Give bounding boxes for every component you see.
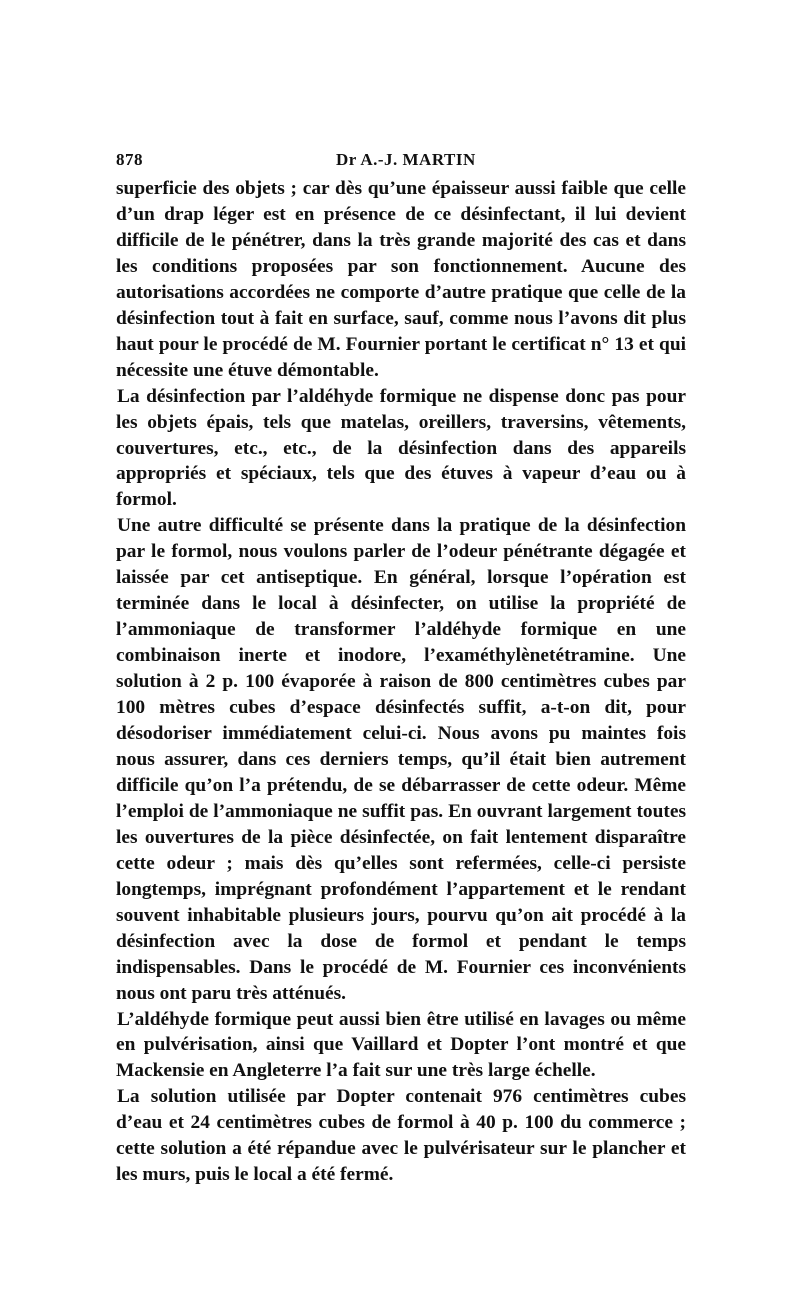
running-head [116, 150, 686, 176]
paragraph-3: Une autre difficulté se présente dans la pratique de la désinfection par le formol, nous voulons parler de l’odeur pénétrante dégagée et laissée par cet antiseptique. En général, lorsque l’opération est terminée dans le local à désinfecter, on utilise la propriété de l’ammoniaque de transformer l’aldéhyde formique en une combinaison inerte et inodore, l’examéthylènetétramine. Une solution à 2 p. 100 évaporée à raison de 800 centimètres cubes par 100 mètres cubes d’espace désinfectés suffit, a-t-on dit, pour désodoriser immédiatement celui-ci. Nous avons pu maintes fois nous assurer, dans ces derniers temps, qu’il était bien autrement difficile qu’on l’a prétendu, de se débarrasser de cette odeur. Même l’emploi de l’ammoniaque ne suffit pas. En ouvrant largement toutes les ouvertures de la pièce désinfectée, on fait lentement disparaître cette odeur ; mais dès qu’elles sont refermées, celle-ci persiste longtemps, imprégnant profondément l’appartement et le rendant souvent inhabitable plusieurs jours, pourvu qu’on ait procédé à la désinfection avec la dose de formol et pendant le temps indispensables. Dans le procédé de M. Fournier ces inconvénients nous ont paru très atténués. [116, 515, 686, 1004]
paragraph-1: superficie des objets ; car dès qu’une épaisseur aussi faible que celle d’un drap léger est en présence de ce désinfectant, il lui devient difficile de le pénétrer, dans la très grande majorité des cas et dans les conditions proposées par son fonctionnement. Aucune des autorisations accordées ne comporte d’autre pratique que celle de la désinfection tout à fait en surface, sauf, comme nous l’avons dit plus haut pour le procédé de M. Fournier portant le certificat n° 13 et qui nécessite une étuve démontable. [116, 178, 686, 381]
page-number: 878 [116, 150, 143, 169]
paragraph-4: L’aldéhyde formique peut aussi bien être utilisé en lavages ou même en pulvérisation, ainsi que Vaillard et Dopter l’ont montré et que Mackensie en Angleterre l’a fait sur une très large échelle. [116, 1008, 686, 1082]
paragraph-2: La désinfection par l’aldéhyde formique ne dispense donc pas pour les objets épais, tels que matelas, oreillers, traversins, vêtements, couvertures, etc., etc., de la désinfection dans des appareils appropriés et spéciaux, tels que des étuves à vapeur d’eau ou à formol. [116, 385, 686, 511]
body-text [116, 176, 686, 1188]
paragraph-5: La solution utilisée par Dopter contenait 976 centimètres cubes d’eau et 24 centimètres cubes de formol à 40 p. 100 du commerce ; cette solution a été répandue avec le pulvérisateur sur le plancher et les murs, puis le local a été fermé. [116, 1086, 686, 1186]
book-page [116, 150, 686, 1188]
running-title: Dr A.-J. MARTIN [336, 150, 476, 169]
